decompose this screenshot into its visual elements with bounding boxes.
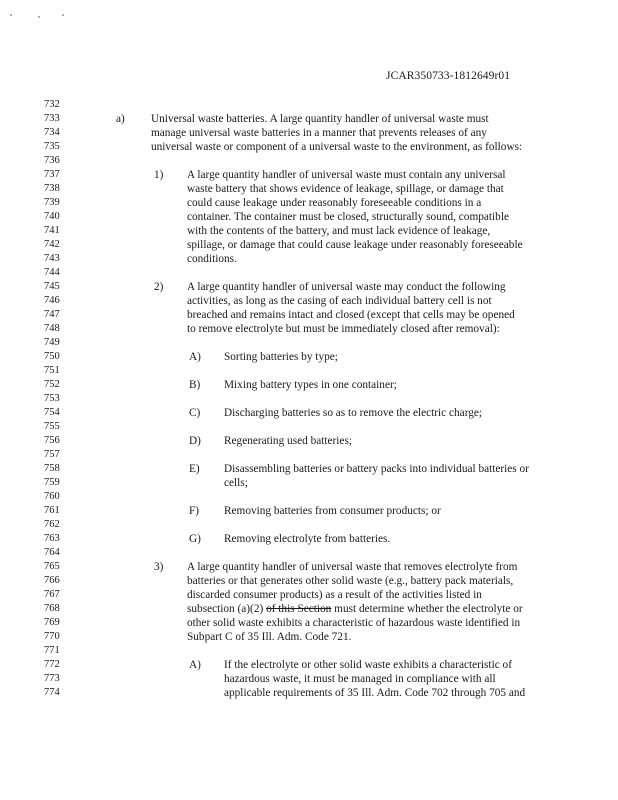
sub-b-text: Mixing battery types in one container;: [224, 379, 397, 391]
sub-e-text-2: cells;: [224, 477, 248, 489]
line-number: 768: [44, 603, 60, 614]
section-a-line-1: Universal waste batteries. A large quantity handler of universal waste must: [151, 113, 489, 125]
line-number: 741: [44, 225, 60, 236]
item-2-line-3: breached and remains intact and closed (except that cells may be opened: [187, 309, 515, 321]
line-number: 756: [44, 435, 60, 446]
item-3-sub-a-line-3: applicable requirements of 35 Ill. Adm. Code 702 through 705 and: [224, 687, 526, 699]
item-3-line-2: batteries or that generates other solid waste (e.g., battery pack materials,: [187, 575, 514, 587]
line-number: 745: [44, 281, 60, 292]
line-number: 757: [44, 449, 60, 460]
line-number: 762: [44, 519, 60, 530]
item-1-label: 1): [154, 169, 164, 181]
line-number: 738: [44, 183, 60, 194]
item-1-line-3: could cause leakage under reasonably foreseeable conditions in a: [187, 197, 482, 209]
line-number: 761: [44, 505, 60, 516]
line-number: 772: [44, 659, 60, 670]
line-number: 734: [44, 127, 60, 138]
line-number: 767: [44, 589, 60, 600]
line-number: 763: [44, 533, 60, 544]
item-3-sub-a-line-1: If the electrolyte or other solid waste exhibits a characteristic of: [224, 659, 512, 671]
sub-a-label: A): [189, 351, 201, 363]
sub-c-text: Discharging batteries so as to remove the electric charge;: [224, 407, 483, 419]
line-number: 764: [44, 547, 60, 558]
line-number: 752: [44, 379, 60, 390]
section-a-line-2: manage universal waste batteries in a manner that prevents releases of any: [151, 127, 487, 139]
section-a-line-3: universal waste or component of a universal waste to the environment, as follows:: [151, 141, 523, 153]
sub-d-text: Regenerating used batteries;: [224, 435, 352, 447]
item-3-line-1: A large quantity handler of universal waste that removes electrolyte from: [187, 561, 518, 573]
line-number: 759: [44, 477, 60, 488]
sub-g-text: Removing electrolyte from batteries.: [224, 533, 391, 545]
item-3-line-4-pre: subsection (a)(2): [187, 603, 267, 615]
line-number: 743: [44, 253, 60, 264]
item-1-line-1: A large quantity handler of universal waste must contain any universal: [187, 169, 506, 181]
sub-f-text: Removing batteries from consumer products; or: [224, 505, 441, 517]
section-a-label: a): [116, 113, 125, 125]
line-number: 774: [44, 687, 60, 698]
item-1-line-4: container. The container must be closed, structurally sound, compatible: [187, 211, 509, 223]
line-number: 749: [44, 337, 60, 348]
sub-e-text: Disassembling batteries or battery packs into individual batteries or: [224, 463, 529, 475]
item-1-line-6: spillage, or damage that could cause leakage under reasonably foreseeable: [187, 239, 523, 251]
line-number: 769: [44, 617, 60, 628]
sub-c-label: C): [189, 407, 201, 419]
item-3-line-3: discarded consumer products) as a result of the activities listed in: [187, 589, 482, 601]
line-number: 773: [44, 673, 60, 684]
line-number: 758: [44, 463, 60, 474]
item-3-line-5: other solid waste exhibits a characteristic of hazardous waste identified in: [187, 617, 521, 629]
line-number: 748: [44, 323, 60, 334]
item-1-line-5: with the contents of the battery, and must lack evidence of leakage,: [187, 225, 491, 237]
item-1-line-2: waste battery that shows evidence of leakage, spillage, or damage that: [187, 183, 504, 195]
line-number: 740: [44, 211, 60, 222]
line-number: 737: [44, 169, 60, 180]
item-2-line-4: to remove electrolyte but must be immediately closed after removal):: [187, 323, 500, 335]
sub-g-label: G): [189, 533, 201, 545]
item-3-line-4-post: must determine whether the electrolyte or: [331, 603, 523, 615]
line-number: 735: [44, 141, 60, 152]
line-number: 766: [44, 575, 60, 586]
item-3-sub-a-label: A): [189, 659, 201, 671]
sub-b-label: B): [189, 379, 201, 391]
item-2-line-1: A large quantity handler of universal waste may conduct the following: [187, 281, 506, 293]
line-number: 750: [44, 351, 60, 362]
scan-specks: [10, 14, 70, 18]
line-number: 765: [44, 561, 60, 572]
item-3-label: 3): [154, 561, 164, 573]
line-number: 739: [44, 197, 60, 208]
line-number: 753: [44, 393, 60, 404]
line-number: 751: [44, 365, 60, 376]
sub-f-label: F): [189, 505, 200, 517]
document-id: JCAR350733-1812649r01: [386, 70, 511, 82]
line-number: 742: [44, 239, 60, 250]
line-number: 733: [44, 113, 60, 124]
line-number: 754: [44, 407, 60, 418]
item-3-sub-a-line-2: hazardous waste, it must be managed in compliance with all: [224, 673, 496, 685]
line-number: 744: [44, 267, 60, 278]
line-number: 770: [44, 631, 60, 642]
line-number: 755: [44, 421, 60, 432]
line-number: 771: [44, 645, 60, 656]
item-2-label: 2): [154, 281, 164, 293]
struck-text: of this Section: [266, 603, 332, 615]
item-1-line-7: conditions.: [187, 253, 237, 265]
item-3-line-4: [187, 602, 523, 616]
sub-a-text: Sorting batteries by type;: [224, 351, 338, 363]
line-number: 760: [44, 491, 60, 502]
line-number: 747: [44, 309, 60, 320]
item-3-line-6: Subpart C of 35 Ill. Adm. Code 721.: [187, 631, 352, 643]
item-2-line-2: activities, as long as the casing of each individual battery cell is not: [187, 295, 492, 307]
line-number: 736: [44, 155, 60, 166]
line-number: 746: [44, 295, 60, 306]
line-number: 732: [44, 99, 60, 110]
sub-d-label: D): [189, 435, 201, 447]
sub-e-label: E): [189, 463, 200, 475]
